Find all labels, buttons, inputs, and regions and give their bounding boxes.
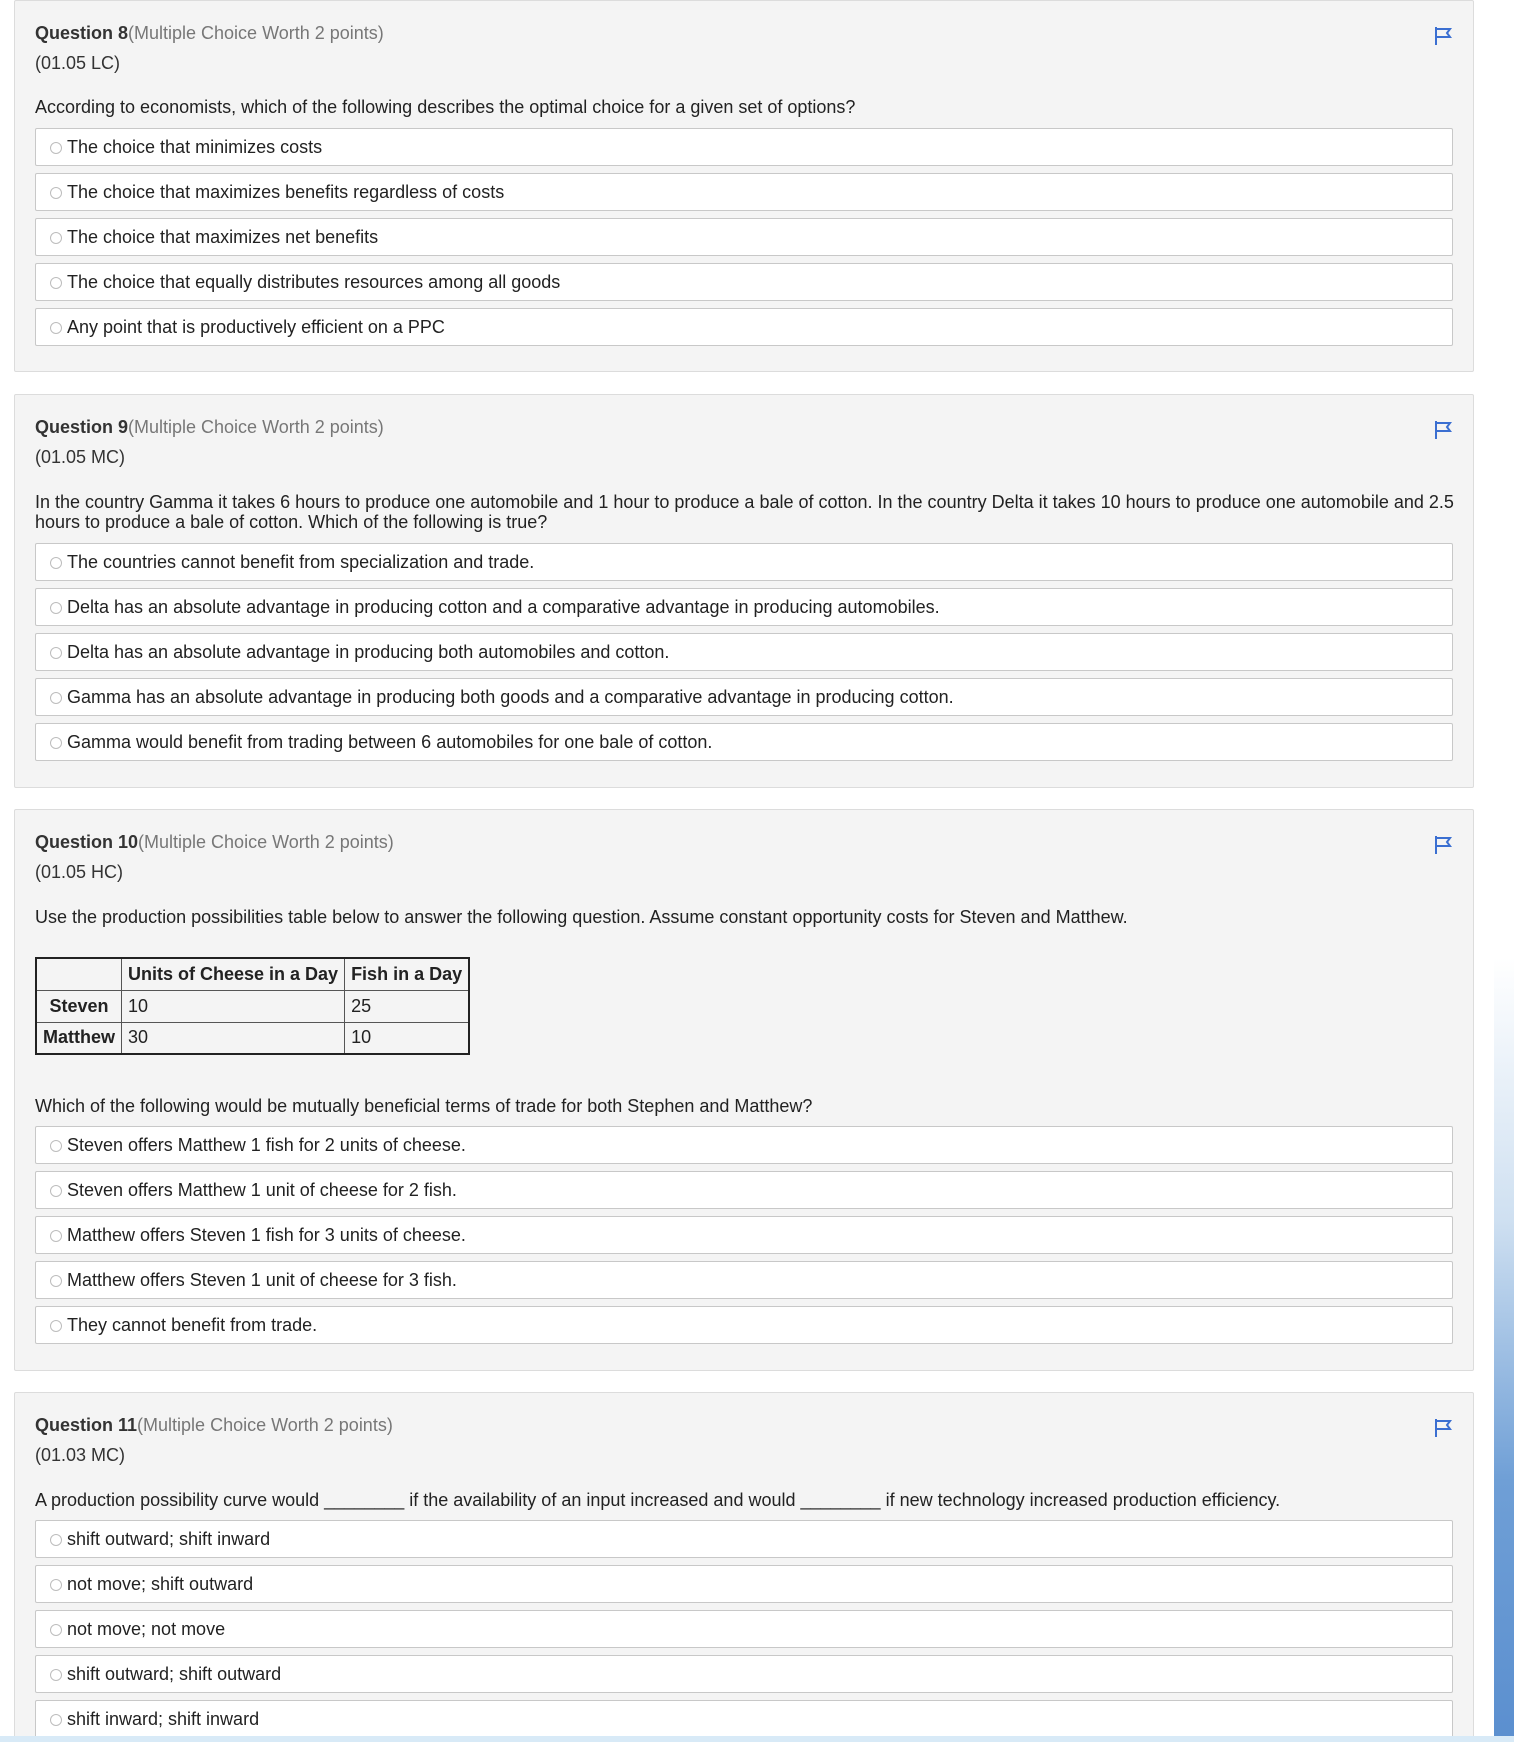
question-text-2: Which of the following would be mutually beneficial terms of trade for both Stephen and Matthew? bbox=[35, 1096, 813, 1116]
option-label: The choice that equally distributes resources among all goods bbox=[67, 272, 561, 292]
option-label: They cannot benefit from trade. bbox=[67, 1315, 318, 1335]
radio-icon[interactable] bbox=[50, 142, 62, 154]
question-code: (01.03 MC) bbox=[35, 1445, 126, 1465]
radio-icon[interactable] bbox=[50, 1579, 62, 1591]
radio-icon[interactable] bbox=[50, 277, 62, 289]
question-text: A production possibility curve would ________ if the availability of an input increased and would ________ if new technology increased production efficiency. bbox=[35, 1490, 1281, 1510]
flag-icon[interactable] bbox=[1433, 419, 1455, 441]
answer-option[interactable] bbox=[35, 1306, 1453, 1344]
option-label: Gamma has an absolute advantage in producing both goods and a comparative advantage in producing cotton. bbox=[67, 687, 954, 707]
option-label: not move; shift outward bbox=[67, 1574, 254, 1594]
question-meta: (Multiple Choice Worth 2 points) bbox=[138, 832, 394, 852]
row-label: Matthew bbox=[36, 1022, 122, 1054]
question-meta: (Multiple Choice Worth 2 points) bbox=[137, 1415, 393, 1435]
table-cell: 10 bbox=[345, 1022, 470, 1054]
question-meta: (Multiple Choice Worth 2 points) bbox=[128, 23, 384, 43]
answer-option[interactable] bbox=[35, 1655, 1453, 1693]
radio-icon[interactable] bbox=[50, 737, 62, 749]
question-number: Question 11 bbox=[35, 1415, 138, 1435]
question-text: In the country Gamma it takes 6 hours to produce one automobile and 1 hour to produce a bale of cotton. In the country Delta it takes 10 hours to produce one automobile and 2.5 hours to produce a bale of cotton. Which of the following is true? bbox=[35, 492, 1454, 532]
question-text: According to economists, which of the following describes the optimal choice for a given set of options? bbox=[35, 97, 856, 117]
answer-option[interactable] bbox=[35, 1216, 1453, 1254]
table-row bbox=[36, 1022, 469, 1054]
question-meta: (Multiple Choice Worth 2 points) bbox=[128, 417, 384, 437]
option-label: shift inward; shift inward bbox=[67, 1709, 260, 1729]
question-text: Use the production possibilities table below to answer the following question. Assume constant opportunity costs for Steven and Matthew. bbox=[35, 907, 1128, 927]
answer-option[interactable] bbox=[35, 543, 1453, 581]
answer-option[interactable] bbox=[35, 1610, 1453, 1648]
answer-option[interactable] bbox=[35, 1171, 1453, 1209]
radio-icon[interactable] bbox=[50, 1534, 62, 1546]
radio-icon[interactable] bbox=[50, 602, 62, 614]
table-cell: 30 bbox=[122, 1022, 345, 1054]
radio-icon[interactable] bbox=[50, 1714, 62, 1726]
option-label: Delta has an absolute advantage in producing cotton and a comparative advantage in producing automobiles. bbox=[67, 597, 940, 617]
radio-icon[interactable] bbox=[50, 232, 62, 244]
question-code: (01.05 LC) bbox=[35, 53, 121, 73]
table-row bbox=[36, 990, 469, 1022]
answer-option[interactable] bbox=[35, 263, 1453, 301]
option-label: shift outward; shift outward bbox=[67, 1664, 282, 1684]
question-card-8 bbox=[14, 0, 1474, 372]
option-label: The choice that maximizes net benefits bbox=[67, 227, 379, 247]
table-header bbox=[36, 958, 122, 990]
question-card-10 bbox=[14, 809, 1474, 1371]
question-number: Question 8 bbox=[35, 23, 129, 43]
option-label: not move; not move bbox=[67, 1619, 226, 1639]
answer-option[interactable] bbox=[35, 308, 1453, 346]
radio-icon[interactable] bbox=[50, 1185, 62, 1197]
question-card-9 bbox=[14, 394, 1474, 788]
option-label: Matthew offers Steven 1 unit of cheese for 3 fish. bbox=[67, 1270, 457, 1290]
answer-option[interactable] bbox=[35, 218, 1453, 256]
bottom-edge bbox=[0, 1736, 1514, 1742]
question-number: Question 9 bbox=[35, 417, 129, 437]
option-label: Any point that is productively efficient on a PPC bbox=[67, 317, 445, 337]
radio-icon[interactable] bbox=[50, 322, 62, 334]
option-label: The countries cannot benefit from specialization and trade. bbox=[67, 552, 535, 572]
table-header-row bbox=[36, 958, 469, 990]
answer-option[interactable] bbox=[35, 723, 1453, 761]
radio-icon[interactable] bbox=[50, 187, 62, 199]
answer-option[interactable] bbox=[35, 588, 1453, 626]
option-label: shift outward; shift inward bbox=[67, 1529, 271, 1549]
radio-icon[interactable] bbox=[50, 1140, 62, 1152]
answer-option[interactable] bbox=[35, 173, 1453, 211]
table-cell: 25 bbox=[345, 990, 470, 1022]
radio-icon[interactable] bbox=[50, 1275, 62, 1287]
table-cell: 10 bbox=[122, 990, 345, 1022]
question-header bbox=[35, 23, 384, 44]
production-possibilities-table bbox=[35, 957, 470, 1055]
question-header bbox=[35, 1415, 393, 1436]
option-label: Steven offers Matthew 1 unit of cheese for 2 fish. bbox=[67, 1180, 457, 1200]
option-label: Delta has an absolute advantage in producing both automobiles and cotton. bbox=[67, 642, 670, 662]
question-code: (01.05 HC) bbox=[35, 862, 124, 882]
flag-icon[interactable] bbox=[1433, 25, 1455, 47]
answer-option[interactable] bbox=[35, 1700, 1453, 1738]
answer-option[interactable] bbox=[35, 1261, 1453, 1299]
question-header bbox=[35, 832, 394, 853]
answer-option[interactable] bbox=[35, 1520, 1453, 1558]
answer-option[interactable] bbox=[35, 128, 1453, 166]
option-label: The choice that maximizes benefits regardless of costs bbox=[67, 182, 505, 202]
option-label: The choice that minimizes costs bbox=[67, 137, 323, 157]
answer-option[interactable] bbox=[35, 678, 1453, 716]
answer-option[interactable] bbox=[35, 1126, 1453, 1164]
question-card-11 bbox=[14, 1392, 1474, 1742]
radio-icon[interactable] bbox=[50, 692, 62, 704]
window-edge bbox=[1494, 0, 1514, 1742]
option-label: Matthew offers Steven 1 fish for 3 units of cheese. bbox=[67, 1225, 466, 1245]
question-header bbox=[35, 417, 384, 438]
flag-icon[interactable] bbox=[1433, 1417, 1455, 1439]
option-label: Steven offers Matthew 1 fish for 2 units of cheese. bbox=[67, 1135, 466, 1155]
flag-icon[interactable] bbox=[1433, 834, 1455, 856]
question-code: (01.05 MC) bbox=[35, 447, 126, 467]
question-number: Question 10 bbox=[35, 832, 139, 852]
radio-icon[interactable] bbox=[50, 1669, 62, 1681]
radio-icon[interactable] bbox=[50, 557, 62, 569]
radio-icon[interactable] bbox=[50, 1230, 62, 1242]
answer-option[interactable] bbox=[35, 1565, 1453, 1603]
option-label: Gamma would benefit from trading between 6 automobiles for one bale of cotton. bbox=[67, 732, 713, 752]
row-label: Steven bbox=[36, 990, 122, 1022]
radio-icon[interactable] bbox=[50, 1624, 62, 1636]
radio-icon[interactable] bbox=[50, 1320, 62, 1332]
table-header: Fish in a Day bbox=[345, 958, 470, 990]
table-header: Units of Cheese in a Day bbox=[122, 958, 345, 990]
answer-option[interactable] bbox=[35, 633, 1453, 671]
radio-icon[interactable] bbox=[50, 647, 62, 659]
